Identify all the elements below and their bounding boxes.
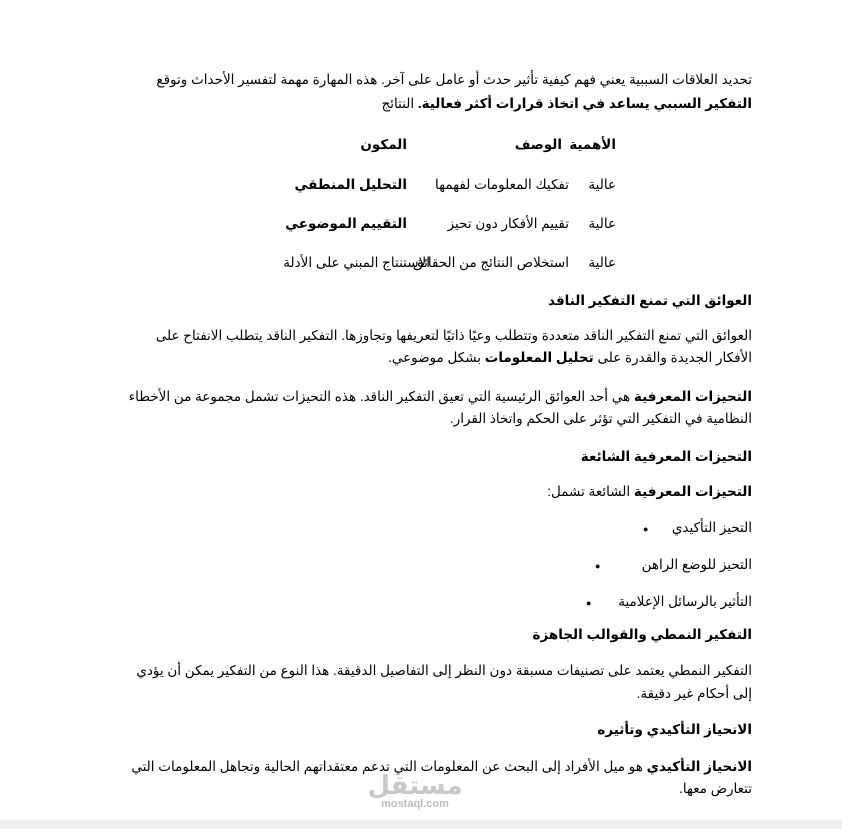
intro-bold-text: التفكير السببي يساعد في اتخاذ قرارات أكثر فعالية. (417, 96, 752, 111)
watermark-latin: mostaql.com (381, 798, 449, 810)
table-row-3-desc: استخلاص النتائج من الحقائق (412, 255, 569, 270)
confirmation-heading: الانحياز التأكيدي وتأثيره (597, 722, 752, 737)
bullet-icon: ● (643, 524, 649, 534)
stereotype-heading: التفكير النمطي والقوالب الجاهزة (532, 627, 752, 642)
biases-intro-bold: التحيزات المعرفية (633, 484, 752, 499)
stereotype-line-2: إلى أحكام غير دقيقة. (636, 686, 752, 701)
obstacles-p2-bold: التحيزات المعرفية (633, 389, 752, 404)
obstacles-p2-text: هي أحد العوائق الرئيسية التي تعيق التفكير الناقد. هذه التحيزات تشمل مجموعة من الأخطاء (128, 389, 631, 404)
list-item-3: التأثير بالرسائل الإعلامية (618, 594, 752, 609)
biases-intro (547, 484, 752, 500)
confirmation-bold: الانحياز التأكيدي (646, 759, 752, 774)
obstacles-p1-line-2 (388, 350, 752, 366)
list-item-1: التحيز التأكيدي (671, 520, 752, 535)
table-row-1-desc: تفكيك المعلومات لفهمها (435, 177, 569, 192)
intro-line-2 (381, 96, 752, 112)
obstacles-p1-text-a: الأفكار الجديدة والقدرة على (597, 350, 752, 365)
intro-normal-text: النتائج (381, 96, 415, 111)
confirmation-text: هو ميل الأفراد إلى البحث عن المعلومات التي تدعم معتقداتهم الحالية وتجاهل المعلومات التي (131, 759, 643, 774)
table-header-importance: الأهمية (569, 137, 616, 152)
obstacles-heading: العوائق التي تمنع التفكير الناقد (548, 293, 752, 308)
watermark-logo (360, 772, 470, 810)
confirmation-line-2: تتعارض معها. (679, 781, 752, 796)
obstacles-p1-line-1: العوائق التي تمنع التفكير الناقد متعددة وتتطلب وعيًا ذاتيًا لتعريفها وتجاوزها. التفكير الناقد يتطلب الانفتاح على (155, 328, 752, 343)
table-header-desc: الوصف (514, 137, 562, 152)
obstacles-p2-line-2: النظامية في التفكير التي تؤثر على الحكم واتخاذ القرار. (449, 411, 752, 426)
table-row-1-component: التحليل المنطقي (294, 177, 407, 192)
table-header-component: المكون (360, 137, 407, 152)
table-row-2-desc: تقييم الأفكار دون تحيز (447, 216, 569, 231)
intro-line-1: تحديد العلاقات السببية يعني فهم كيفية تأثير حدث أو عامل على آخر. هذه المهارة مهمة لتفسير الأحداث وتوقع (156, 72, 752, 87)
list-item-2: التحيز للوضع الراهن (641, 557, 752, 572)
obstacles-p1-text-b: بشكل موضوعي. (388, 350, 481, 365)
obstacles-p1-bold: تحليل المعلومات (484, 350, 594, 365)
stereotype-line-1: التفكير النمطي يعتمد على تصنيفات مسبقة دون النظر إلى التفاصيل الدقيقة. هذا النوع من التفكير يمكن أن يؤدي (136, 663, 752, 678)
biases-heading: التحيزات المعرفية الشائعة (580, 449, 752, 464)
table-row-3-component: الاستنتاج المبني على الأدلة (283, 255, 430, 270)
biases-intro-rest: الشائعة تشمل: (547, 484, 631, 499)
watermark-arabic: مستقل (367, 770, 463, 800)
obstacles-p2-line-1 (129, 389, 752, 405)
bullet-icon: ● (595, 561, 601, 571)
table-row-3-importance: عالية (588, 255, 616, 270)
table-row-1-importance: عالية (588, 177, 616, 192)
bottom-scroll-strip (0, 820, 842, 829)
bullet-icon: ● (586, 598, 592, 608)
table-row-2-importance: عالية (588, 216, 616, 231)
table-row-2-component: التقييم الموضوعي (285, 216, 407, 231)
